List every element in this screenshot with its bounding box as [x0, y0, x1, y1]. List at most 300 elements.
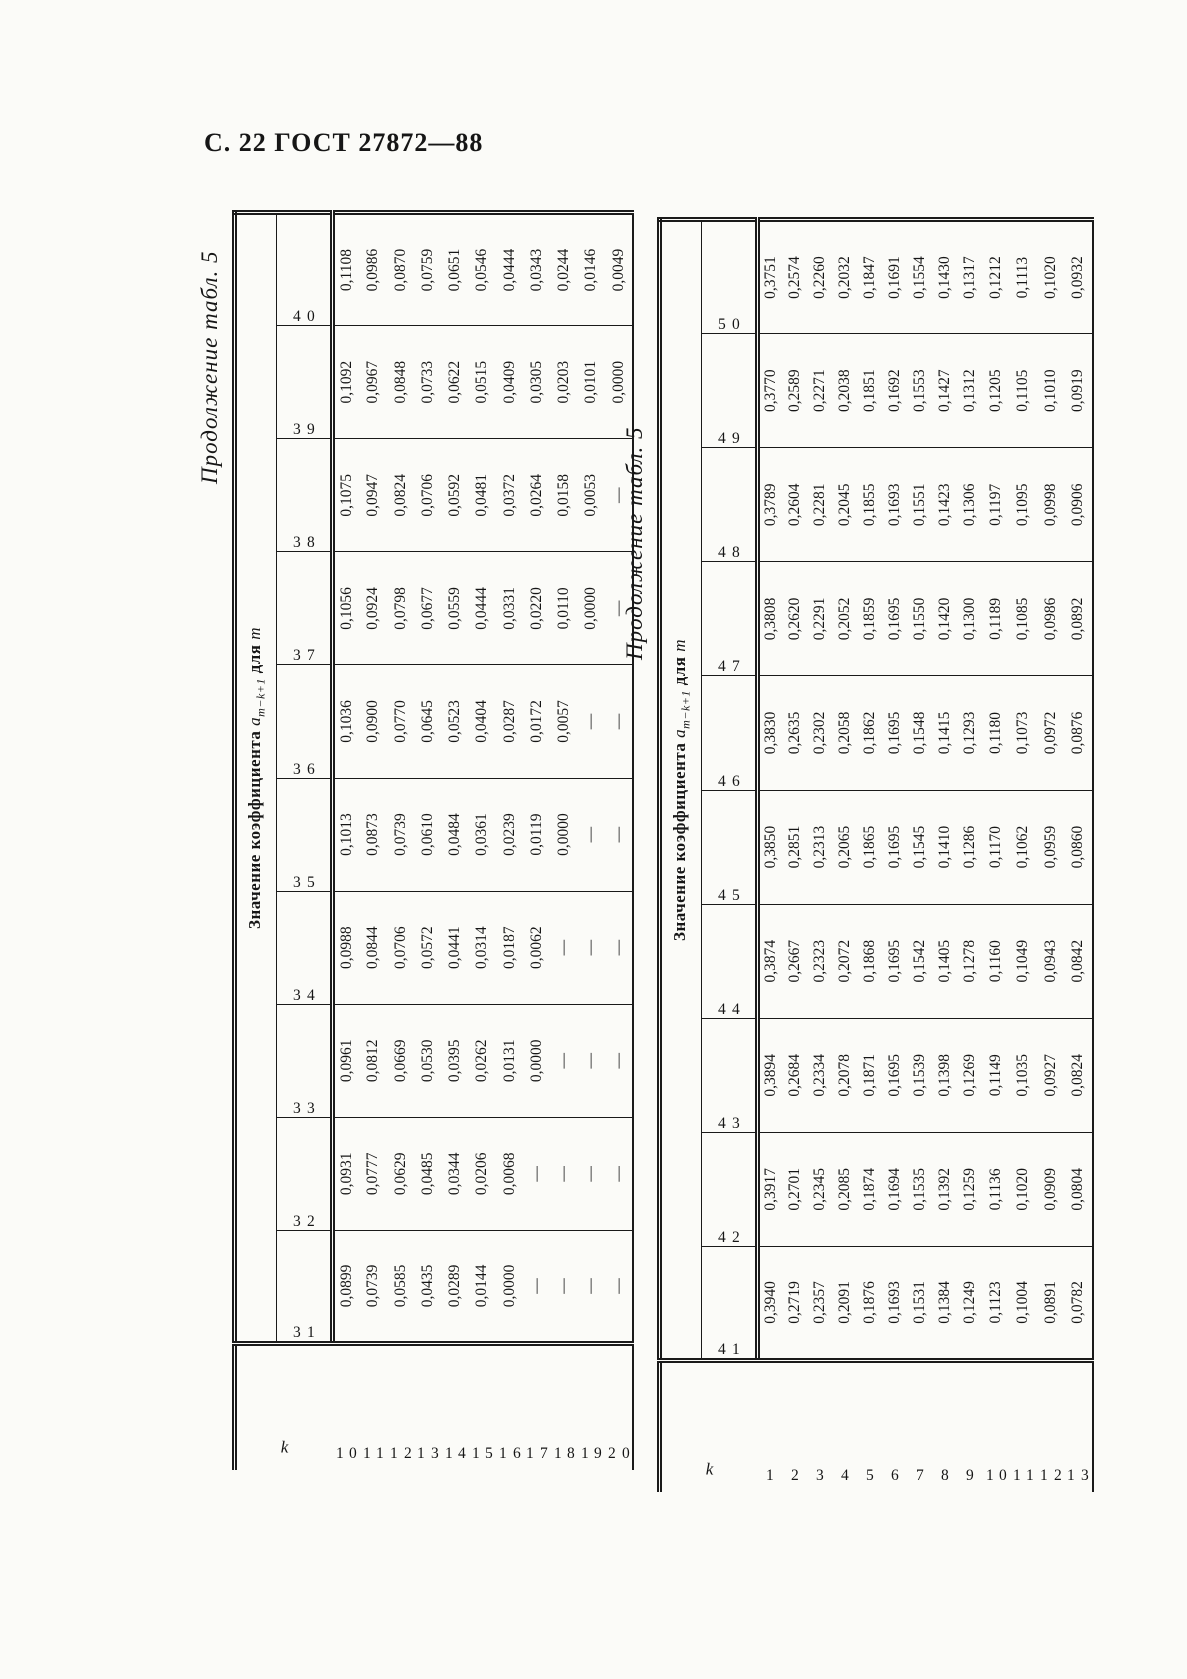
coefficient-value: 0,1036: [333, 665, 360, 778]
coefficient-value: 0,1691: [883, 220, 908, 334]
coefficient-value: 0,0610: [414, 778, 441, 891]
coefficient-value: 0,0314: [469, 891, 496, 1004]
coefficient-value: 0,0998: [1037, 448, 1064, 562]
k-value: 4: [833, 1361, 858, 1493]
coefficient-value: 0,1554: [908, 220, 933, 334]
coefficient-value: 0,0592: [442, 439, 469, 552]
coefficient-value: 0,2701: [783, 1132, 808, 1246]
coefficient-value: 0,3874: [758, 904, 783, 1018]
table2-title: Продолжение табл. 5: [622, 426, 647, 660]
span-header-m: m: [244, 627, 264, 640]
coefficient-value: 0,0924: [360, 552, 387, 665]
span-header-prefix: Значение коэффициента: [669, 742, 689, 942]
page-header: С. 22 ГОСТ 27872—88: [204, 128, 484, 157]
coefficient-value: —: [578, 1004, 605, 1117]
coefficient-value: 0,1539: [908, 1018, 933, 1132]
coefficient-value: 0,0110: [551, 552, 578, 665]
m-value-header: 4 0: [277, 213, 333, 326]
coefficient-value: 0,3770: [758, 334, 783, 448]
coefficient-value: 0,3850: [758, 790, 783, 904]
coefficient-value: 0,0706: [387, 891, 414, 1004]
span-header: [660, 220, 702, 1361]
coefficient-value: 0,0444: [469, 552, 496, 665]
k-value: 7: [908, 1361, 933, 1493]
k-value: 5: [858, 1361, 883, 1493]
coefficient-value: 0,0844: [360, 891, 387, 1004]
coefficient-value: 0,1855: [858, 448, 883, 562]
coefficient-value: 0,0651: [442, 213, 469, 326]
table-row: [883, 220, 908, 1493]
coefficient-value: 0,0860: [1064, 790, 1092, 904]
table-row: [933, 220, 958, 1493]
coefficient-value: 0,1278: [958, 904, 983, 1018]
coefficient-value: 0,0899: [333, 1230, 360, 1343]
table-row: [496, 213, 523, 1471]
m-header-row: [702, 220, 758, 1493]
table1-rotated-container: [232, 208, 630, 1470]
coefficient-value: 0,0262: [469, 1004, 496, 1117]
coefficient-value: 0,0264: [523, 439, 550, 552]
coefficient-value: 0,1542: [908, 904, 933, 1018]
coefficient-value: 0,2091: [833, 1246, 858, 1360]
coefficient-value: 0,0932: [1064, 220, 1092, 334]
coefficient-value: 0,0049: [605, 213, 633, 326]
coefficient-value: —: [578, 665, 605, 778]
coefficient-value: 0,0559: [442, 552, 469, 665]
coefficient-value: 0,0812: [360, 1004, 387, 1117]
coefficient-value: 0,0062: [523, 891, 550, 1004]
table1-head: [235, 213, 333, 1471]
coefficient-value: 0,2271: [808, 334, 833, 448]
coefficient-value: 0,0484: [442, 778, 469, 891]
coefficient-value: 0,0444: [496, 213, 523, 326]
coefficient-value: 0,1189: [983, 562, 1010, 676]
coefficient-value: 0,0706: [414, 439, 441, 552]
coefficient-value: 0,0876: [1064, 676, 1092, 790]
coefficient-value: 0,0395: [442, 1004, 469, 1117]
coefficient-value: 0,1551: [908, 448, 933, 562]
coefficient-value: 0,1075: [333, 439, 360, 552]
coefficient-value: 0,1056: [333, 552, 360, 665]
k-value: 1 1: [1010, 1361, 1037, 1493]
table2-body: [758, 220, 1093, 1493]
coefficient-value: 0,1180: [983, 676, 1010, 790]
coefficient-value: 0,2302: [808, 676, 833, 790]
coefficient-value: 0,1205: [983, 334, 1010, 448]
m-value-header: 4 9: [702, 334, 758, 448]
coefficient-value: 0,0943: [1037, 904, 1064, 1018]
table-row: [758, 220, 783, 1493]
k-value: 1 2: [387, 1344, 414, 1471]
coefficient-value: 0,0824: [1064, 1018, 1092, 1132]
coefficient-value: 0,1269: [958, 1018, 983, 1132]
table1-body: [333, 213, 634, 1471]
coefficient-value: 0,1548: [908, 676, 933, 790]
table-row: [1064, 220, 1092, 1493]
coefficient-value: 0,1874: [858, 1132, 883, 1246]
k-value: 1 7: [523, 1344, 550, 1471]
table-row: [387, 213, 414, 1471]
coefficient-value: 0,0972: [1037, 676, 1064, 790]
coefficient-value: 0,2058: [833, 676, 858, 790]
coefficient-value: —: [605, 1004, 633, 1117]
coefficient-value: 0,1095: [1010, 448, 1037, 562]
m-value-header: 4 6: [702, 676, 758, 790]
k-value: 1: [758, 1361, 783, 1493]
coefficient-value: 0,2589: [783, 334, 808, 448]
table2-head: [660, 220, 758, 1493]
span-header: [235, 213, 277, 1344]
coefficient-value: 0,1859: [858, 562, 883, 676]
coefficient-value: 0,0906: [1064, 448, 1092, 562]
k-value: 1 9: [578, 1344, 605, 1471]
coefficient-value: 0,0372: [496, 439, 523, 552]
k-header-label: k: [705, 1459, 714, 1479]
m-value-header: 3 4: [277, 891, 333, 1004]
coefficient-value: 0,0585: [387, 1230, 414, 1343]
table-row: [1010, 220, 1037, 1493]
coefficient-value: 0,0053: [578, 439, 605, 552]
coefficient-value: 0,1020: [1037, 220, 1064, 334]
coefficient-value: —: [551, 891, 578, 1004]
coefficient-value: 0,1286: [958, 790, 983, 904]
coefficient-value: 0,1392: [933, 1132, 958, 1246]
coefficient-value: —: [605, 1230, 633, 1343]
table-row: [469, 213, 496, 1471]
coefficient-value: 0,2052: [833, 562, 858, 676]
coefficient-value: 0,2032: [833, 220, 858, 334]
coefficient-value: 0,1868: [858, 904, 883, 1018]
coefficient-value: 0,0804: [1064, 1132, 1092, 1246]
coefficient-value: 0,0203: [551, 326, 578, 439]
coefficient-value: 0,0158: [551, 439, 578, 552]
coefficient-value: 0,0239: [496, 778, 523, 891]
k-header-label: k: [280, 1437, 289, 1457]
coefficient-value: 0,3789: [758, 448, 783, 562]
table-row: [858, 220, 883, 1493]
k-value: 3: [808, 1361, 833, 1493]
coefficient-value: 0,0305: [523, 326, 550, 439]
m-header-row: [277, 213, 333, 1471]
coefficient-value: 0,2574: [783, 220, 808, 334]
coefficient-value: 0,0057: [551, 665, 578, 778]
coefficient-value: 0,0172: [523, 665, 550, 778]
coefficient-value: 0,1694: [883, 1132, 908, 1246]
coefficient-value: 0,2291: [808, 562, 833, 676]
coefficient-value: 0,0892: [1064, 562, 1092, 676]
coefficient-value: 0,0739: [360, 1230, 387, 1343]
coefficient-value: 0,2045: [833, 448, 858, 562]
table-row: [523, 213, 550, 1471]
coefficient-value: —: [578, 1230, 605, 1343]
coefficient-value: 0,0770: [387, 665, 414, 778]
coefficient-value: —: [578, 778, 605, 891]
coefficient-value: 0,2719: [783, 1246, 808, 1360]
table-row: [360, 213, 387, 1471]
coefficient-value: 0,1300: [958, 562, 983, 676]
table-row: [833, 220, 858, 1493]
coefficient-value: —: [605, 891, 633, 1004]
coefficient-value: 0,2334: [808, 1018, 833, 1132]
coefficient-value: 0,0782: [1064, 1246, 1092, 1360]
m-value-header: 4 3: [702, 1018, 758, 1132]
coefficient-value: 0,1197: [983, 448, 1010, 562]
coefficient-value: —: [551, 1117, 578, 1230]
coefficient-value: 0,0000: [523, 1004, 550, 1117]
coefficient-value: 0,0677: [414, 552, 441, 665]
coefficient-value: 0,0441: [442, 891, 469, 1004]
coefficient-value: 0,2604: [783, 448, 808, 562]
k-value: 8: [933, 1361, 958, 1493]
coefficient-value: 0,0000: [496, 1230, 523, 1343]
coefficient-value: 0,1876: [858, 1246, 883, 1360]
coefficient-value: 0,1312: [958, 334, 983, 448]
coefficient-value: 0,0244: [551, 213, 578, 326]
coefficient-value: 0,1550: [908, 562, 933, 676]
coefficient-value: 0,1149: [983, 1018, 1010, 1132]
coefficient-value: 0,0343: [523, 213, 550, 326]
m-value-header: 5 0: [702, 220, 758, 334]
k-value: 1 3: [1064, 1361, 1092, 1493]
coefficient-value: 0,1695: [883, 1018, 908, 1132]
coefficient-symbol: $a_{m-k+1}$: [669, 690, 693, 738]
coefficient-value: 0,1108: [333, 213, 360, 326]
coefficient-value: 0,0909: [1037, 1132, 1064, 1246]
span-header-for: для: [244, 644, 264, 674]
coefficient-value: 0,0404: [469, 665, 496, 778]
m-value-header: 3 7: [277, 552, 333, 665]
coefficient-value: 0,1004: [1010, 1246, 1037, 1360]
coefficient-value: 0,1249: [958, 1246, 983, 1360]
coefficient-value: 0,0848: [387, 326, 414, 439]
k-value: 1 4: [442, 1344, 469, 1471]
coefficient-value: 0,0988: [333, 891, 360, 1004]
coefficient-value: 0,1427: [933, 334, 958, 448]
coefficient-value: —: [605, 552, 633, 665]
k-value: 1 8: [551, 1344, 578, 1471]
coefficient-value: 0,0068: [496, 1117, 523, 1230]
coefficient-value: 0,0824: [387, 439, 414, 552]
coefficient-value: 0,0798: [387, 552, 414, 665]
table-row: [783, 220, 808, 1493]
coefficient-value: 0,1410: [933, 790, 958, 904]
coefficient-value: 0,1695: [883, 790, 908, 904]
coefficient-value: 0,0645: [414, 665, 441, 778]
coefficient-value: 0,0530: [414, 1004, 441, 1117]
coefficient-value: 0,0669: [387, 1004, 414, 1117]
coefficient-table-m41-50: [657, 217, 1094, 1492]
m-value-header: 3 3: [277, 1004, 333, 1117]
m-value-header: 4 8: [702, 448, 758, 562]
table-row: [578, 213, 605, 1471]
coefficient-symbol: $a_{m-k+1}$: [244, 678, 268, 726]
coefficient-value: 0,0289: [442, 1230, 469, 1343]
table-row: [442, 213, 469, 1471]
coefficient-value: 0,2085: [833, 1132, 858, 1246]
coefficient-value: 0,1062: [1010, 790, 1037, 904]
coefficient-value: 0,1695: [883, 904, 908, 1018]
coefficient-value: 0,1035: [1010, 1018, 1037, 1132]
k-value: 1 0: [333, 1344, 360, 1471]
coefficient-value: 0,2038: [833, 334, 858, 448]
coefficient-value: 0,2667: [783, 904, 808, 1018]
table-row: [333, 213, 360, 1471]
coefficient-value: 0,2072: [833, 904, 858, 1018]
k-value: 1 0: [983, 1361, 1010, 1493]
k-value: 1 3: [414, 1344, 441, 1471]
coefficient-value: 0,2635: [783, 676, 808, 790]
m-value-header: 3 8: [277, 439, 333, 552]
coefficient-value: 0,1693: [883, 448, 908, 562]
coefficient-value: 0,2851: [783, 790, 808, 904]
coefficient-value: 0,3830: [758, 676, 783, 790]
coefficient-value: 0,3940: [758, 1246, 783, 1360]
coefficient-value: 0,1160: [983, 904, 1010, 1018]
coefficient-value: —: [578, 891, 605, 1004]
coefficient-value: 0,1695: [883, 676, 908, 790]
coefficient-value: 0,0344: [442, 1117, 469, 1230]
coefficient-value: 0,0187: [496, 891, 523, 1004]
coefficient-value: 0,2323: [808, 904, 833, 1018]
coefficient-value: 0,0361: [469, 778, 496, 891]
coefficient-value: 0,0931: [333, 1117, 360, 1230]
coefficient-value: 0,1415: [933, 676, 958, 790]
coefficient-value: 0,1531: [908, 1246, 933, 1360]
coefficient-value: 0,0000: [605, 326, 633, 439]
coefficient-value: 0,0144: [469, 1230, 496, 1343]
table-row: [1037, 220, 1064, 1493]
table-row: [958, 220, 983, 1493]
table-row: [414, 213, 441, 1471]
table1-title: Продолжение табл. 5: [197, 250, 222, 484]
m-value-header: 3 9: [277, 326, 333, 439]
m-value-header: 3 6: [277, 665, 333, 778]
coefficient-value: 0,1862: [858, 676, 883, 790]
coefficient-value: 0,0961: [333, 1004, 360, 1117]
k-value: 6: [883, 1361, 908, 1493]
coefficient-value: 0,0986: [1037, 562, 1064, 676]
coefficient-value: 0,1020: [1010, 1132, 1037, 1246]
coefficient-value: 0,1092: [333, 326, 360, 439]
coefficient-value: 0,1847: [858, 220, 883, 334]
coefficient-value: 0,1259: [958, 1132, 983, 1246]
coefficient-value: 0,2684: [783, 1018, 808, 1132]
coefficient-value: 0,0119: [523, 778, 550, 891]
coefficient-value: 0,0101: [578, 326, 605, 439]
coefficient-value: 0,1306: [958, 448, 983, 562]
coefficient-value: 0,0622: [442, 326, 469, 439]
coefficient-value: —: [578, 1117, 605, 1230]
coefficient-value: 0,0739: [387, 778, 414, 891]
coefficient-value: 0,0000: [578, 552, 605, 665]
coefficient-value: 0,0777: [360, 1117, 387, 1230]
coefficient-value: 0,0220: [523, 552, 550, 665]
coefficient-value: 0,1317: [958, 220, 983, 334]
coefficient-value: 0,0733: [414, 326, 441, 439]
coefficient-value: 0,3894: [758, 1018, 783, 1132]
coefficient-value: 0,3751: [758, 220, 783, 334]
span-header-prefix: Значение коэффициента: [244, 730, 264, 930]
coefficient-value: 0,0967: [360, 326, 387, 439]
coefficient-value: 0,2078: [833, 1018, 858, 1132]
table2-rotated-container: [657, 212, 1089, 1492]
coefficient-value: 0,1420: [933, 562, 958, 676]
coefficient-value: 0,1013: [333, 778, 360, 891]
coefficient-value: 0,3808: [758, 562, 783, 676]
coefficient-value: —: [605, 665, 633, 778]
k-value: 2: [783, 1361, 808, 1493]
table-row: [908, 220, 933, 1493]
coefficient-value: 0,1293: [958, 676, 983, 790]
k-column-header: [235, 1344, 333, 1471]
k-value: 2 0: [605, 1344, 633, 1471]
coefficient-value: 0,1545: [908, 790, 933, 904]
coefficient-value: —: [605, 1117, 633, 1230]
coefficient-value: 0,1113: [1010, 220, 1037, 334]
m-value-header: 4 2: [702, 1132, 758, 1246]
coefficient-value: 0,0891: [1037, 1246, 1064, 1360]
k-value: 1 5: [469, 1344, 496, 1471]
coefficient-value: 0,1123: [983, 1246, 1010, 1360]
coefficient-value: 0,0572: [414, 891, 441, 1004]
coefficient-value: —: [523, 1117, 550, 1230]
coefficient-value: —: [605, 778, 633, 891]
coefficient-value: 0,1073: [1010, 676, 1037, 790]
coefficient-value: 0,0331: [496, 552, 523, 665]
coefficient-value: 0,0206: [469, 1117, 496, 1230]
m-value-header: 4 4: [702, 904, 758, 1018]
coefficient-value: 0,0435: [414, 1230, 441, 1343]
coefficient-value: 0,2313: [808, 790, 833, 904]
coefficient-value: 0,0287: [496, 665, 523, 778]
table-row: [983, 220, 1010, 1493]
coefficient-value: 0,1170: [983, 790, 1010, 904]
table-row: [605, 213, 633, 1471]
coefficient-value: 0,2357: [808, 1246, 833, 1360]
coefficient-value: 0,1085: [1010, 562, 1037, 676]
coefficient-value: 0,2620: [783, 562, 808, 676]
coefficient-value: 0,0409: [496, 326, 523, 439]
coefficient-value: 0,1049: [1010, 904, 1037, 1018]
coefficient-value: 0,2260: [808, 220, 833, 334]
m-value-header: 3 5: [277, 778, 333, 891]
coefficient-value: 0,0546: [469, 213, 496, 326]
coefficient-value: 0,0873: [360, 778, 387, 891]
span-header-for: для: [669, 656, 689, 686]
m-value-header: 4 1: [702, 1246, 758, 1360]
coefficient-value: 0,0629: [387, 1117, 414, 1230]
coefficient-value: 0,3917: [758, 1132, 783, 1246]
coefficient-value: —: [605, 439, 633, 552]
table-row: [808, 220, 833, 1493]
m-value-header: 3 1: [277, 1230, 333, 1343]
coefficient-value: 0,2281: [808, 448, 833, 562]
coefficient-value: 0,0959: [1037, 790, 1064, 904]
coefficient-value: 0,0900: [360, 665, 387, 778]
coefficient-value: 0,2065: [833, 790, 858, 904]
coefficient-value: 0,1405: [933, 904, 958, 1018]
k-value: 1 1: [360, 1344, 387, 1471]
coefficient-value: 0,1871: [858, 1018, 883, 1132]
m-value-header: 4 5: [702, 790, 758, 904]
coefficient-value: —: [551, 1004, 578, 1117]
coefficient-value: 0,2345: [808, 1132, 833, 1246]
coefficient-value: 0,0481: [469, 439, 496, 552]
coefficient-value: —: [551, 1230, 578, 1343]
coefficient-value: 0,0485: [414, 1117, 441, 1230]
coefficient-value: 0,0146: [578, 213, 605, 326]
coefficient-value: 0,1136: [983, 1132, 1010, 1246]
